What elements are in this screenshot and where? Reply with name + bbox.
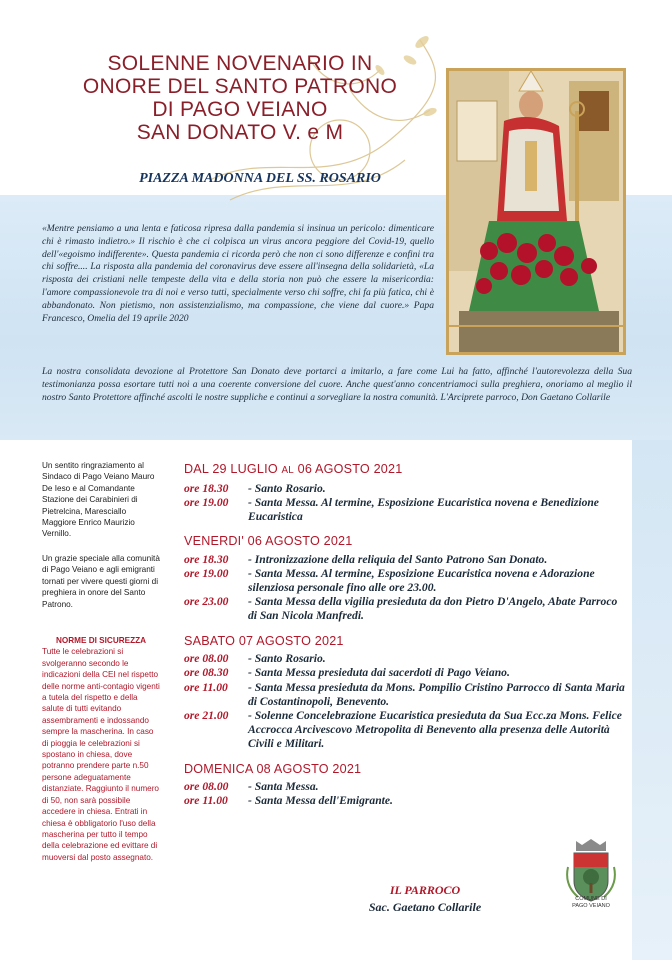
schedule-event xyxy=(184,553,629,567)
crest-label xyxy=(562,896,620,909)
schedule-day-heading xyxy=(184,462,629,479)
title-line-3: DI PAGO VEIANO xyxy=(152,98,328,121)
schedule-spacer xyxy=(184,752,629,762)
day-heading-text: DAL 29 LUGLIO xyxy=(184,462,282,476)
signature-role: IL PARROCO xyxy=(389,883,461,897)
signature-name: Sac. Gaetano Collarile xyxy=(368,900,482,914)
schedule-event xyxy=(184,794,629,808)
event-time: ore 19.00 xyxy=(184,495,229,509)
event-description: - Intronizzazione della reliquia del Santo Patrono San Donato. xyxy=(248,552,548,566)
thanks-community: Un grazie speciale alla comunità di Pago Veiano e agli emigranti tornati per vivere questi giorni di preghiera in onore del Santo Patrono. xyxy=(42,554,160,609)
crest-label-line-1: COMUNE DI xyxy=(575,896,607,902)
day-heading-text: DOMENICA 08 AGOSTO 2021 xyxy=(184,761,362,776)
event-time: ore 21.00 xyxy=(184,708,229,722)
title-line-2: ONORE DEL SANTO PATRONO xyxy=(82,75,398,98)
devotion-paragraph: La nostra consolidata devozione al Protettore San Donato deve portarci a imitarlo, a fare come Lui ha fatto, affinché l'autorevolezza della Sua testimonianza possa esortare tutti noi a una coerente conversione del cuore. Anche quest'anno concentriamoci sulla preghiera, onoriamo al meglio il nostro Santo Protettore affinché ascolti le nostre suppliche e continui a sorvegliare la nostra comunità. L'Arciprete parroco, Don Gaetano Collarile xyxy=(42,366,632,403)
event-description: - Santa Messa. xyxy=(248,780,319,794)
event-description: - Solenne Concelebrazione Eucaristica presieduta da Sua Ecc.za Mons. Felice Accrocca Arcivescovo Metropolita di Benevento alla presenza delle Autorità Civili e Militari. xyxy=(248,708,622,751)
schedule-event xyxy=(184,709,629,752)
statue-illustration xyxy=(449,71,623,352)
event-time: ore 18.30 xyxy=(184,481,229,495)
event-time: ore 08.00 xyxy=(184,652,229,666)
event-time: ore 11.00 xyxy=(184,680,228,694)
event-description: - Santa Messa. Al termine, Esposizione Eucaristica novena e Adorazione silenziosa personale fino alle ore 23.00. xyxy=(248,566,595,595)
event-description: - Santa Messa. Al termine, Esposizione Eucaristica novena e Benedizione Eucaristica xyxy=(248,495,599,523)
day-heading-connector: AL xyxy=(281,465,294,476)
schedule-event xyxy=(184,496,629,524)
event-description: - Santo Rosario. xyxy=(248,481,326,495)
event-description: - Santa Messa presieduta dai sacerdoti di Pago Veiano. xyxy=(248,666,510,680)
pope-francis-quote: «Mentre pensiamo a una lenta e faticosa ripresa dalla pandemia si insinua un pericolo: dimenticare chi è rimasto indietro.» Il rischio è che ci colpisca un virus ancora peggiore del Covid-19, quello dell'«egoismo indifferente». Questa pandemia ci ricorda però che non ci sono differenze e confini tra chi soffre.... La risposta alla pandemia del coronavirus deve essere all'insegna della solidarietà, «La risposta dei cristiani nelle tempeste della vita e della storia non può che essere la misericordia: l'amore compassionevole tra di noi e verso tutti, specialmente verso chi soffre, chi fa più fatica, chi è abbandonato. Non pietismo, non assistenzialismo, ma compassione, che viene dal cuore.» Papa Francesco, Omelia del 19 aprile 2020 xyxy=(42,223,434,324)
title-line-4: SAN DONATO V. e M xyxy=(136,121,344,144)
schedule-event xyxy=(184,595,629,623)
safety-text: Tutte le celebrazioni si svolgeranno secondo le indicazioni della CEI nel rispetto delle norme anti-contagio vigenti a tutela del rispetto e della salute di tutti evitando assembramenti e indossando sempre la mascherina. In caso di pioggia le celebrazioni si spostano in chiesa, dove potranno prendere parte n.50 persone adeguatamente distanziate. Raggiunto il numero di 50, non sarà possibile accedere in chiesa. Entrati in chiesa è obbligatorio l'uso della mascherina per tutto il tempo della celebrazione ed evittare di muoversi dal posto assegnato. xyxy=(42,647,160,862)
schedule-day-heading xyxy=(184,762,629,778)
schedule-event xyxy=(184,780,629,794)
event-description: - Santa Messa dell'Emigrante. xyxy=(248,794,393,808)
safety-header: NORME DI SICUREZZA xyxy=(55,636,147,645)
schedule-spacer xyxy=(184,624,629,634)
event-time: ore 23.00 xyxy=(184,595,229,609)
schedule-event xyxy=(184,482,629,496)
event-time: ore 19.00 xyxy=(184,566,229,580)
event-description: - Santo Rosario. xyxy=(248,652,326,666)
page-title xyxy=(60,52,420,144)
schedule xyxy=(184,462,629,808)
event-time: ore 08.30 xyxy=(184,666,229,680)
safety-rules xyxy=(42,635,160,863)
schedule-event xyxy=(184,652,629,666)
schedule-day-heading xyxy=(184,634,629,650)
saint-statue-photo xyxy=(446,68,626,355)
event-time: ore 18.30 xyxy=(184,552,229,566)
schedule-event xyxy=(184,681,629,709)
schedule-day-heading xyxy=(184,534,629,550)
thanks-mayor: Un sentito ringraziamento al Sindaco di Pago Veiano Mauro De Ieso e al Comandante Stazione dei Carabinieri di Pietrelcina, Maresciallo Maggiore Enrico Maurizio Vernillo. xyxy=(42,461,155,539)
event-description: - Santa Messa presieduta da Mons. Pompilio Cristino Parrocco di Santa Maria di Costantinopoli, Benevento. xyxy=(248,680,625,708)
day-heading-text: VENERDI' 06 AGOSTO 2021 xyxy=(184,534,353,549)
event-description: - Santa Messa della vigilia presieduta da don Pietro D'Angelo, Abate Parroco di San Nicola Manfredi. xyxy=(248,595,618,623)
day-heading-end: 06 AGOSTO 2021 xyxy=(293,462,403,476)
event-time: ore 11.00 xyxy=(184,794,228,808)
day-heading-text: SABATO 07 AGOSTO 2021 xyxy=(184,633,344,648)
signature xyxy=(340,882,510,916)
location-subtitle: PIAZZA MADONNA DEL SS. ROSARIO xyxy=(139,171,381,186)
title-line-1: SOLENNE NOVENARIO IN xyxy=(107,52,373,75)
schedule-event xyxy=(184,666,629,680)
schedule-spacer xyxy=(184,524,629,534)
blue-side-strip xyxy=(632,440,672,960)
event-time: ore 08.00 xyxy=(184,780,229,794)
crest-label-line-2: PAGO VEIANO xyxy=(572,902,610,909)
schedule-event xyxy=(184,567,629,595)
